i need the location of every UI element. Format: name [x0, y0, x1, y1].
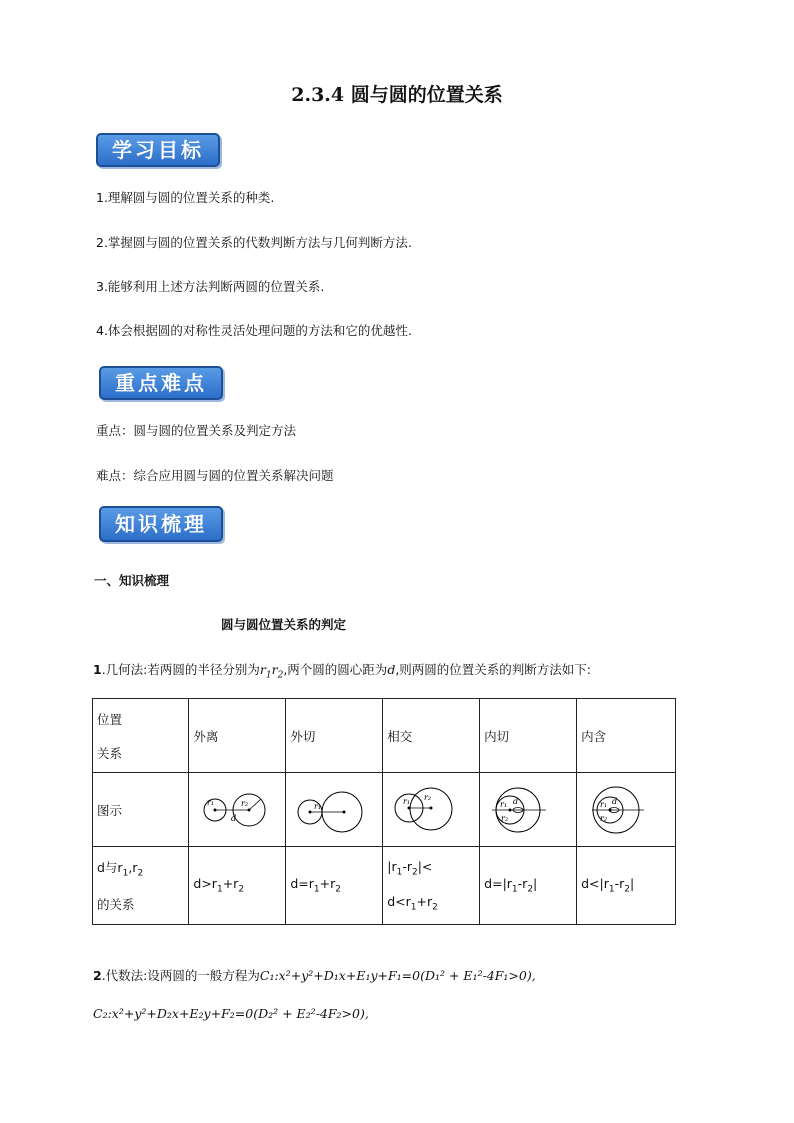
- table-row-conditions: [93, 847, 676, 925]
- sub-heading: 圆与圆位置关系的判定: [221, 617, 347, 632]
- geo-part1: .几何法:若两圆的半径分别为: [101, 662, 260, 677]
- label-d: d: [231, 813, 237, 823]
- goal-3: 3.能够利用上述方法判断两圆的位置关系.: [96, 279, 325, 294]
- header-cell: 位置 关系: [93, 699, 189, 773]
- col-separated: 外离: [189, 699, 286, 773]
- col-externally-tangent: 外切: [286, 699, 383, 773]
- item-number: 2: [93, 968, 102, 983]
- figure-externally-tangent: [286, 773, 383, 847]
- badge-learning-goals: 学习目标: [96, 133, 220, 167]
- geo-part3: ,则两圆的位置关系的判断方法如下:: [395, 662, 592, 677]
- geo-part2: ,两个圆的圆心距为: [283, 662, 388, 677]
- key-point-text: 重点：圆与圆的位置关系及判定方法: [96, 423, 297, 438]
- figure-internally-tangent: [480, 773, 577, 847]
- circles-contained-figure: [586, 785, 666, 835]
- position-relation-table: [92, 698, 676, 925]
- goal-2: 2.掌握圆与圆的位置关系的代数判断方法与几何判断方法.: [96, 235, 412, 250]
- label-d: d: [513, 796, 519, 806]
- circles-internal-tangent-figure: [488, 785, 568, 835]
- difficulty-text: 难点：综合应用圆与圆的位置关系解决问题: [96, 468, 334, 483]
- equation-c1: C₁:x²+y²+D₁x+E₁y+F₁=0(D₁² + E₁²-4F₁>0),: [259, 968, 536, 983]
- condition-contained: $d<|r_1-r_2|$: [577, 847, 676, 925]
- figure-separated: [189, 773, 286, 847]
- table-row-header: [93, 699, 676, 773]
- label-r2: r₂: [501, 813, 509, 823]
- condition-internally-tangent: $d=|r_1-r_2|$: [480, 847, 577, 925]
- var-r2: $r_2$: [271, 662, 284, 681]
- goal-4: 4.体会根据圆的对称性灵活处理问题的方法和它的优越性.: [96, 323, 412, 338]
- algebraic-method-line1: 2.代数法:设两圆的一般方程为C₁:x²+y²+D₁x+E₁y+F₁=0(D₁² + E₁²-4F₁>0),: [93, 968, 536, 983]
- equation-c2: C₂:x²+y²+D₂x+E₂y+F₂=0(D₂² + E₂²-4F₂>0),: [93, 1006, 369, 1021]
- circles-separated-figure: [197, 785, 277, 835]
- section-heading: 一、知识梳理: [94, 573, 170, 588]
- label-r1: r₁: [207, 797, 215, 807]
- circles-external-tangent-figure: [294, 785, 374, 835]
- geometric-method-text: [93, 662, 591, 684]
- label-r1: r₁: [314, 801, 322, 811]
- col-intersecting: 相交: [383, 699, 480, 773]
- condition-separated: $d>r_1+r_2$: [189, 847, 286, 925]
- condition-intersecting: $|r_1-r_2|<$ $d<r_1+r_2$: [383, 847, 480, 925]
- label-r1: r₁: [500, 799, 508, 809]
- goal-1: 1.理解圆与圆的位置关系的种类.: [96, 190, 275, 205]
- table-row-figures: [93, 773, 676, 847]
- badge-knowledge: 知识梳理: [99, 506, 223, 542]
- var-d: d: [387, 662, 396, 677]
- figure-contained: [577, 773, 676, 847]
- label-r1: r₁: [403, 796, 411, 806]
- item-number: 1: [93, 662, 102, 677]
- circles-intersecting-figure: [391, 785, 471, 835]
- condition-label: d与$r_1,r_2$ 的关系: [93, 847, 189, 925]
- label-r1: r₁: [600, 799, 608, 809]
- figure-label: 图示: [93, 773, 189, 847]
- var-r1: $r_1$: [259, 662, 272, 681]
- page-title: 2.3.4 圆与圆的位置关系: [291, 84, 503, 106]
- figure-intersecting: [383, 773, 480, 847]
- label-d: d: [612, 796, 618, 806]
- badge-key-points: 重点难点: [99, 366, 223, 400]
- label-r2: r₂: [241, 798, 249, 808]
- algebraic-method-line2: [93, 1006, 369, 1022]
- col-internally-tangent: 内切: [480, 699, 577, 773]
- label-r2: r₂: [424, 792, 432, 802]
- condition-externally-tangent: $d=r_1+r_2$: [286, 847, 383, 925]
- col-contained: 内含: [577, 699, 676, 773]
- label-r2: r₂: [600, 813, 608, 823]
